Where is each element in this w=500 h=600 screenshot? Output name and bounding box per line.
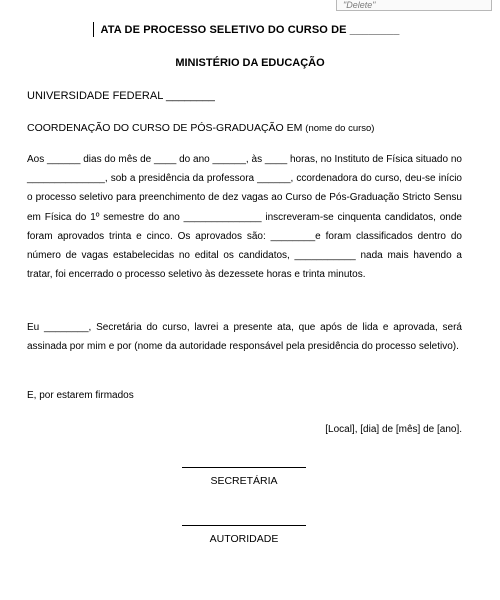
coordination-note: (nome do curso) xyxy=(305,123,375,134)
secretary-signature-line xyxy=(182,467,306,468)
coordination-line xyxy=(27,122,374,134)
place-date: [Local], [dia] de [mês] de [ano]. xyxy=(325,424,462,435)
coordination-text: COORDENAÇÃO DO CURSO DE PÓS-GRADUAÇÃO EM xyxy=(27,122,303,134)
delete-field[interactable]: "Delete" xyxy=(336,0,492,11)
authority-signature-label: AUTORIDADE xyxy=(209,533,279,545)
authority-signature-line xyxy=(182,525,306,526)
closing-paragraph: E, por estarem firmados xyxy=(27,390,134,401)
secretary-signature-label: SECRETÁRIA xyxy=(210,475,278,487)
secretary-paragraph: Eu ________, Secretária do curso, lavrei a presente ata, que após de lida e aprovada, será assinada por mim e por (nome da autoridade responsável pela presidência do processo seletivo). xyxy=(27,322,462,353)
document-title: ATA DE PROCESSO SELETIVO DO CURSO DE ________ xyxy=(100,24,400,36)
minutes-paragraph: Aos ______ dias do mês de ____ do ano ______, às ____ horas, no Instituto de Física situado no ______________, sob a presidência da professora ______, ccordenadora do curso, deu-se início o processo seletivo para preenchimento de dez vagas ao Curso de Pós-Graduação Stricto Sensu em Física do 1º semestre do ano ______________ inscreveram-se cinquenta candidatos, onde foram aprovados trinta e cinco. Os aprovados são: ________e foram classificados dentro do número de vagas estabelecidas no edital os candidatos, ___________ nada mais havendo a tratar, foi encerrado o processo seletivo às dezessete horas e trinta minutos. xyxy=(27,154,462,281)
university-line: UNIVERSIDADE FEDERAL ________ xyxy=(27,90,215,102)
ministry-heading: MINISTÉRIO DA EDUCAÇÃO xyxy=(175,57,325,69)
